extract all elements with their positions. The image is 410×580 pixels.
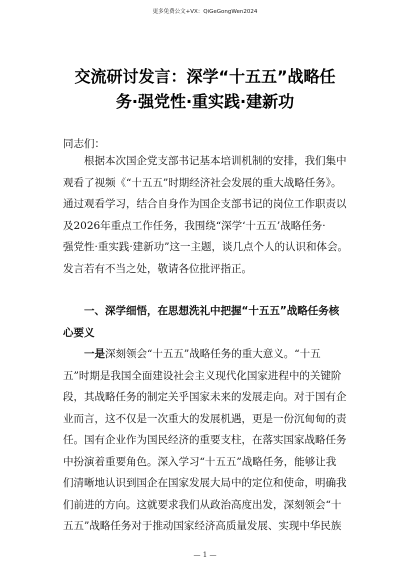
paragraph-line: 及2026年重点工作任务，我围绕“深学‘十五五’战略任务· bbox=[63, 219, 326, 232]
paragraph-line: 们清晰地认识到国企在国家发展大局中的定位和使命，明确我 bbox=[63, 477, 347, 489]
paragraph-line: 段，其战略任务的制定关乎国家未来的发展走向。对于国有企 bbox=[63, 391, 347, 403]
section-heading-line: 心要义 bbox=[63, 326, 95, 339]
paragraph-line: 中扮演着重要角色。深入学习“十五五”战略任务，能够让我 bbox=[63, 455, 337, 468]
paragraph-line: 五五”战略任务对于推动国家经济高质量发展、实现中华民族 bbox=[63, 520, 342, 532]
section-heading-line: 一、深学细悟，在思想洗礼中把握“十五五”战略任务核 bbox=[84, 305, 340, 317]
title-line-1: 交流研讨发言：深学“十五五”战略任 bbox=[74, 67, 336, 86]
body-paragraph bbox=[63, 344, 357, 538]
paragraph-line: 五”时期是我国全面建设社会主义现代化国家进程中的关键阶 bbox=[63, 369, 342, 382]
paragraph-line: 观看了视频《“十五五”时期经济社会发展的重大战略任务》。 bbox=[63, 176, 342, 189]
intro-paragraph bbox=[63, 151, 357, 280]
page-number: — 1 — bbox=[193, 551, 217, 559]
paragraph-line: 任。国有企业作为国民经济的重要支柱，在落实国家战略任务 bbox=[63, 434, 347, 446]
paragraph-line: 根据本次国企党支部书记基本培训机制的安排，我们集中 bbox=[84, 155, 347, 167]
paragraph-line: 业而言，这不仅是一次重大的发展机遇，更是一份沉甸甸的责 bbox=[63, 412, 347, 425]
paragraph-first-line-text: 深刻领会“十五五”战略任务的重大意义。“十五 bbox=[105, 348, 321, 360]
paragraph-line: 强党性·重实践·建新功”这一主题，谈几点个人的认识和体会。 bbox=[63, 241, 349, 253]
title-line-2: 务·强党性·重实践·建新功 bbox=[115, 92, 295, 111]
paragraph-lead: 一是 bbox=[84, 348, 105, 360]
paragraph-first-line bbox=[63, 344, 357, 366]
document-title bbox=[48, 64, 362, 114]
paragraph-line: 发言若有不当之处，敬请各位批评指正。 bbox=[63, 262, 252, 275]
paragraph-line: 通过观看学习，结合自身作为国企支部书记的岗位工作职责以 bbox=[63, 198, 347, 210]
salutation: 同志们： bbox=[63, 138, 105, 150]
paragraph-line: 们前进的方向。这就要求我们从政治高度出发，深刻领会“十 bbox=[63, 498, 342, 511]
header-note: 更多免费公文+VX：QiGeGongWen2024 bbox=[152, 9, 258, 15]
section-heading bbox=[63, 301, 363, 344]
